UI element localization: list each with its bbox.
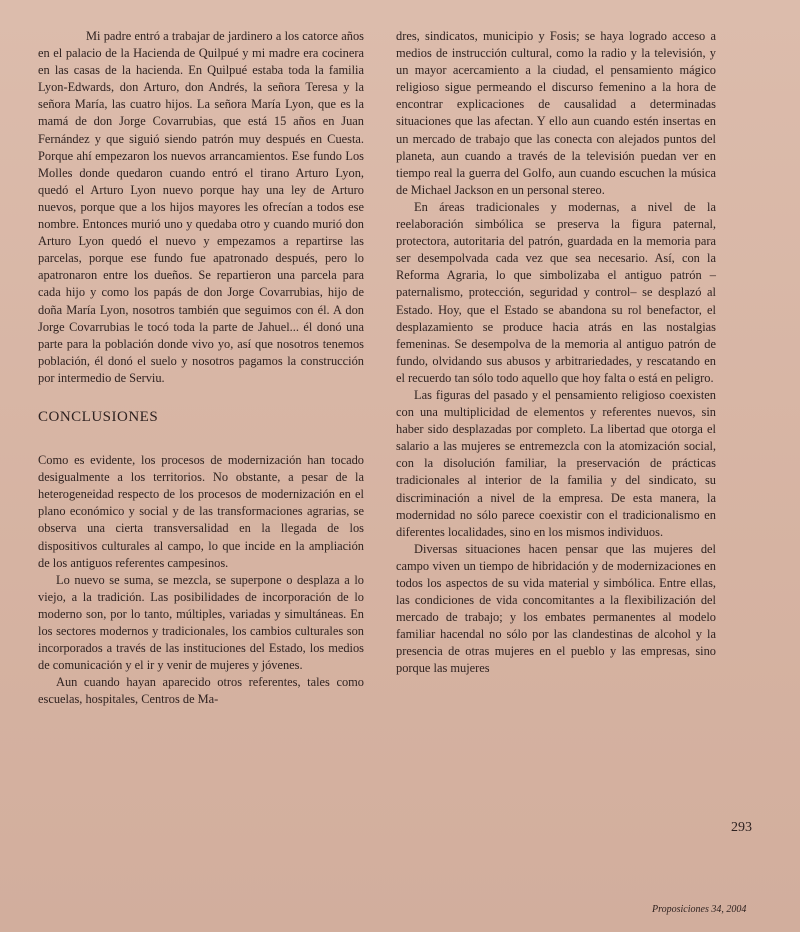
body-paragraph: Como es evidente, los procesos de modernización han tocado desigualmente a los territorios. No obstante, a pesar de la heterogeneidad respecto de los procesos de modernización en el plano económico y social y de las transformaciones agrarias, se observa una cierta transversalidad en la llegada de los dispositivos culturales al campo, lo que incide en la ampliación de los antiguos referentes campesinos. <box>38 453 364 570</box>
running-footer: Proposiciones 34, 2004 <box>652 904 747 915</box>
body-paragraph: Diversas situaciones hacen pensar que las mujeres del campo viven un tiempo de hibridación y de modernizaciones en todos los aspectos de su vida material y simbólica. Entre ellas, las condiciones de vida concomitantes a la flexibilización del mercado de trabajo; y los embates permanentes al modelo familiar hacendal no sólo por las clandestinas de alcohol y la presencia de otras mujeres en el pueblo y las empresas, sino porque las mujeres <box>396 541 716 676</box>
body-paragraph: En áreas tradicionales y modernas, a nivel de la reelaboración simbólica se preserva la figura paternal, protectora, autoritaria del patrón, guardada en la memoria para ser desempolvada cada vez que sea necesario. Así, con la Reforma Agraria, lo que simbolizaba el antiguo patrón –paternalismo, protección, seguridad y control– se desplazó al Estado. Hoy, que el Estado se abandona su rol benefactor, el desplazamiento se produce hacia atrás en las nostalgias femeninas. Se desempolva de la memoria al antiguo patrón de fundo, olvidando sus abusos y arbitrariedades, y rescatando en el recuerdo tan sólo todo aquello que hoy falta o está en peligro. <box>396 199 716 385</box>
section-heading: CONCLUSIONES <box>38 408 159 425</box>
body-paragraph: Lo nuevo se suma, se mezcla, se superpone o desplaza a lo viejo, a la tradición. Las posibilidades de incorporación de lo moderno son, por lo tanto, múltiples, variadas y simultáneas. En los sectores modernos y tradicionales, los cambios culturales son incorporados a través de las instituciones del Estado, los medios de comunicación y el ir y venir de mujeres y jóvenes. <box>38 572 364 673</box>
testimony-paragraph: Mi padre entró a trabajar de jardinero a los catorce años en el palacio de la Hacienda de Quilpué y mi madre era cocinera en las casas de la hacienda. En Quilpué estaba toda la familia Lyon-Edwards, don Arturo, don Andrés, la señora Teresa y la señora María, las cuatro hijos. La señora María Lyon, que es la mamá de don Jorge Covarrubias, que está 15 años en Juan Fernández y que siguió siendo patrón muy después en Cuesta. Porque ahí empezaron los nuevos arrancamientos. Ese fundo Los Molles donde quedaron cuando entró el tirano Arturo Lyon, quedó el Arturo Lyon nuevo porque hay una ley de Arturo nuevos, porque que a los hijos mayores les ofrecían a todos ese nombre. Entonces murió uno y quedaba otro y cuando murió don Arturo Lyon quedó el nuevo y empezamos a repartirse las parcelas, porque ese fundo fue apatronado después, pero lo apatronaron entre los dueños. Se repartieron una parcela para cada hijo y como los papás de don Jorge Covarrubias, hijo de doña María Lyon, nosotros también que seguimos con él. A don Jorge Covarrubias le tocó toda la parte de Jahuel... él donó una parte para la población donde vivo yo, así que nosotros tenemos población, él donó el suelo y nosotros pagamos la construcción por intermedio de Serviu. <box>38 29 364 385</box>
right-column <box>396 28 716 678</box>
body-paragraph: Aun cuando hayan aparecido otros referentes, tales como escuelas, hospitales, Centros de Ma- <box>38 675 364 707</box>
body-paragraph: Las figuras del pasado y el pensamiento religioso coexisten con una multiplicidad de elementos y referentes nuevos, sin haber sido desplazadas por completo. La libertad que otorga el salario a las mujeres se entremezcla con la atomización social, con la disolución familiar, la preservación de prácticas tradicionales al interior de la familia y del sindicato, su discriminación a nivel de la empresa. De esta manera, la modernidad no sólo parece coexistir con el tradicionalismo en diferentes localidades, sino en los mismos individuos. <box>396 387 716 539</box>
body-paragraph: dres, sindicatos, municipio y Fosis; se haya logrado acceso a medios de instrucción cultural, como la radio y la televisión, y un mayor acercamiento a la ciudad, el pensamiento mágico religioso sigue permeando el discurso femenino a la hora de encontrar explicaciones de causalidad a determinadas situaciones que las afectan. Y ello aun cuando estén insertas en un mercado de trabajo que las conecta con alejados puntos del planeta, aun cuando a través de la televisión puedan ver en tiempo real la guerra del Golfo, aun cuando escuchen la música de Michael Jackson en un personal stereo. <box>396 29 716 197</box>
left-column <box>38 28 364 708</box>
page-number: 293 <box>731 820 752 835</box>
